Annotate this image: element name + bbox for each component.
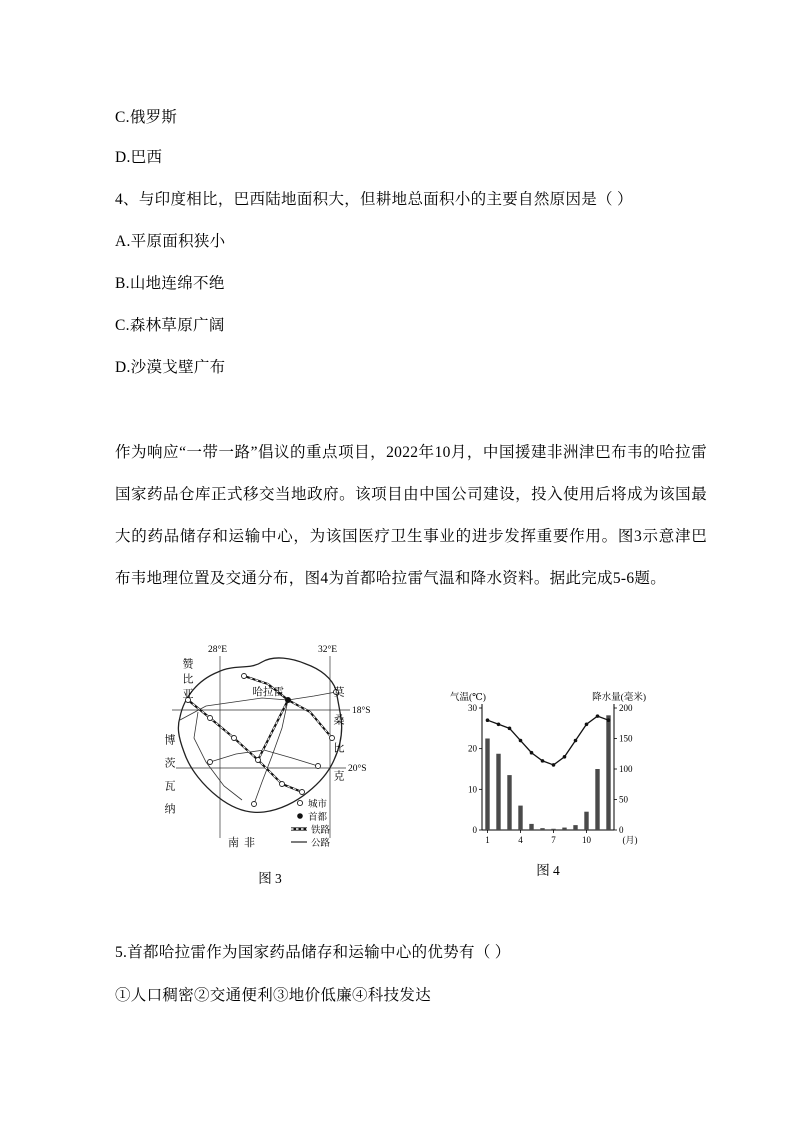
x-axis-unit-label: (月)	[622, 835, 638, 845]
right-tick-label: 100	[619, 764, 633, 774]
figure-4-caption: 图 4	[536, 863, 560, 878]
precip-bar	[573, 825, 577, 830]
temp-point	[563, 755, 567, 759]
temp-point	[541, 759, 545, 763]
precip-bar	[485, 739, 489, 831]
capital-label: 哈拉雷	[252, 687, 284, 698]
figure-3-map	[150, 642, 390, 887]
x-tick-label: 7	[551, 835, 556, 845]
neighbor-zambia-label: 赞比亚	[181, 658, 193, 703]
precip-bar	[551, 829, 555, 830]
legend-capital-label: 首都	[308, 813, 328, 823]
precip-bar	[529, 824, 533, 830]
temp-point	[508, 727, 512, 731]
temp-point	[607, 718, 611, 722]
right-tick-label: 0	[619, 825, 624, 835]
figure-4-chart	[448, 690, 648, 879]
left-tick-label: 0	[472, 825, 477, 835]
q5-stem: 5.首都哈拉雷作为国家药品储存和运输中心的优势有（ ）	[115, 944, 511, 961]
temp-point	[552, 763, 556, 767]
right-axis-title: 降水量(毫米)	[592, 693, 646, 703]
q3-option-d: D.巴西	[115, 149, 163, 166]
q4-stem: 4、与印度相比，巴西陆地面积大，但耕地总面积小的主要自然原因是（ ）	[115, 191, 633, 208]
precip-bar	[584, 812, 588, 830]
precip-bar	[507, 775, 511, 830]
precip-bar	[518, 806, 522, 830]
figure-3-caption: 图 3	[258, 871, 282, 886]
precip-bar	[562, 828, 566, 830]
left-tick-label: 10	[468, 784, 477, 795]
precip-bar	[606, 715, 610, 830]
neighbor-mozambique-label: 莫桑比克	[332, 686, 344, 798]
legend-road-label: 公路	[311, 839, 331, 849]
left-tick-label: 30	[468, 703, 477, 713]
lon-right-label: 32°E	[318, 645, 338, 655]
capital-marker	[285, 697, 291, 703]
q4-option-d: D.沙漠戈壁广布	[115, 359, 226, 376]
temp-line	[488, 716, 609, 765]
temp-point	[596, 714, 600, 718]
precip-bar	[595, 769, 599, 830]
legend-railway-label: 铁路	[311, 826, 331, 836]
right-tick-label: 200	[619, 703, 633, 713]
x-tick-label: 4	[518, 835, 523, 845]
x-tick-label: 1	[485, 835, 490, 845]
temp-point	[497, 722, 501, 726]
right-tick-label: 50	[619, 794, 628, 805]
temp-point	[486, 718, 490, 722]
legend-city-label: 城市	[308, 800, 328, 810]
map-legend	[291, 798, 331, 849]
temp-point	[574, 739, 578, 743]
climate-chart-svg	[448, 690, 648, 856]
q4-option-a: A.平原面积狭小	[115, 233, 226, 250]
precip-bar	[496, 754, 500, 830]
lat-top-label: 18°S	[352, 706, 371, 716]
reading-passage: 作为响应“一带一路”倡议的重点项目，2022年10月，中国援建非洲津巴布韦的哈拉雷国家药品仓库正式移交当地政府。该项目由中国公司建设，投入使用后将成为该国最大的药品储存和运输中心，为该国医疗卫生事业的进步发挥重要作用。图3示意津巴布韦地理位置及交通分布，图4为首都哈拉雷气温和降水资料。据此完成5-6题。	[115, 444, 707, 587]
neighbor-botswana-label: 博茨瓦纳	[163, 734, 175, 826]
left-tick-label: 20	[468, 743, 477, 754]
temp-point	[585, 722, 589, 726]
q4-option-c: C.森林草原广阔	[115, 317, 225, 334]
q5-choices: ①人口稠密②交通便利③地价低廉④科技发达	[115, 987, 432, 1004]
road-lines	[180, 692, 336, 804]
x-tick-label: 10	[582, 835, 591, 845]
q3-option-c: C.俄罗斯	[115, 109, 178, 126]
temp-point	[519, 739, 523, 743]
neighbor-south-africa-label: 南非	[228, 837, 260, 849]
lon-left-label: 28°E	[208, 645, 228, 655]
lat-bottom-label: 20°S	[348, 764, 367, 774]
q4-option-b: B.山地连绵不绝	[115, 275, 225, 292]
right-tick-label: 150	[619, 733, 633, 744]
temp-point	[530, 751, 534, 755]
precip-bar	[540, 828, 544, 830]
left-axis-title: 气温(℃)	[450, 693, 486, 703]
